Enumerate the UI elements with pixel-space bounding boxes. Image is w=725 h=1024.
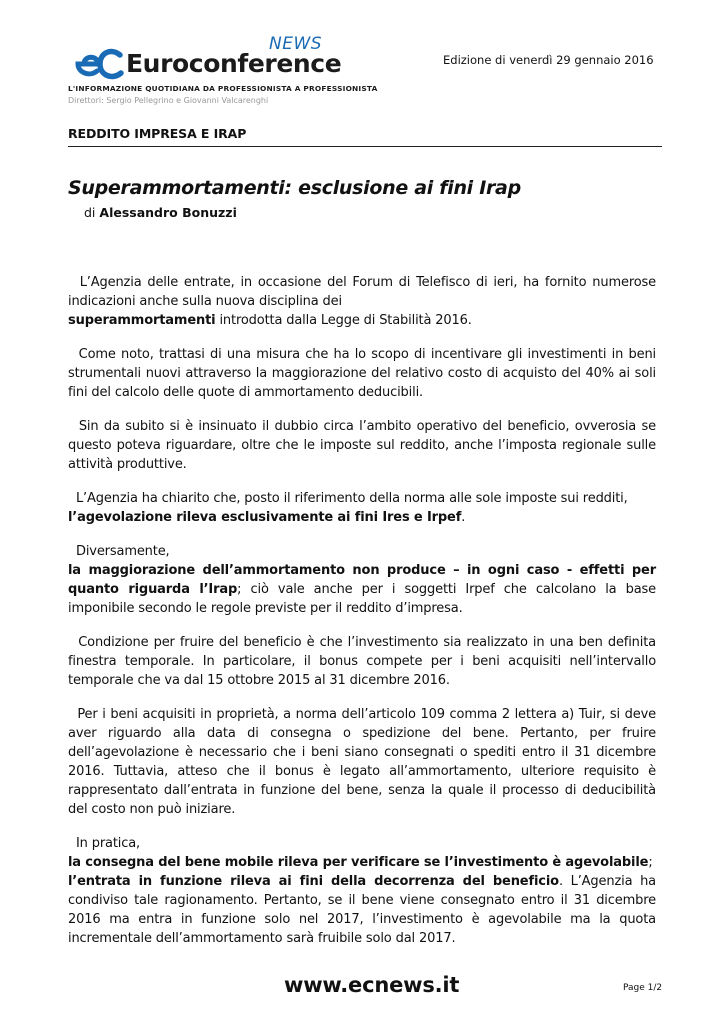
paragraph (68, 705, 656, 819)
edition-date: Edizione di venerdì 29 gennaio 2016 (443, 53, 654, 67)
paragraph (68, 834, 656, 948)
paragraph-text: Condizione per fruire del beneficio è che l’investimento sia realizzato in una ben definita finestra temporale. In particolare, il bonus compete per i beni acquisiti nell’intervallo temporale che va dal 15 ottobre 2015 al 31 dicembre 2016. (68, 635, 656, 688)
paragraph-bold-text: l’entrata in funzione rileva ai fini della decorrenza del beneficio (68, 874, 559, 889)
section-label: REDDITO IMPRESA E IRAP (68, 126, 247, 141)
byline-prefix: di (84, 205, 96, 220)
paragraph-bold-text: superammortamenti (68, 313, 216, 328)
paragraph-text: ; (648, 855, 653, 870)
byline (84, 205, 237, 220)
paragraph-text: L’Agenzia ha chiarito che, posto il riferimento della norma alle sole imposte sui redditi, (75, 491, 628, 506)
brand-name: Euroconference (126, 49, 342, 78)
directors-line: Direttori: Sergio Pellegrino e Giovanni Valcarenghi (68, 96, 269, 105)
paragraph-text: introdotta dalla Legge di Stabilità 2016. (215, 313, 472, 328)
page-number: Page 1/2 (623, 983, 663, 993)
paragraph-text: . L’Agenzia ha condiviso tale ragionamento. Pertanto, se il bene viene consegnato entro il 31 dicembre 2016 ma entra in funzione solo nel 2017, l’investimento è agevolabile ma la quota incrementale dell’ammortamento sarà fruibile solo dal 2017. (68, 874, 656, 946)
ec-logo-icon (68, 46, 124, 82)
paragraph-text: Per i beni acquisiti in proprietà, a norma dell’articolo 109 comma 2 lettera a) Tuir, si deve aver riguardo alla data di consegna o spedizione del bene. Pertanto, per fruire dell’agevolazione è necessario che i beni siano consegnati o spediti entro il 31 dicembre 2016. Tuttavia, atteso che il bonus è legato all’ammortamento, ulteriore requisito è rappresentato dall’entrata in funzione del bene, senza la quale il processo di deducibilità del costo non può iniziare. (68, 707, 656, 817)
paragraph (68, 633, 656, 690)
paragraph (68, 489, 656, 527)
paragraph-text: Come noto, trattasi di una misura che ha lo scopo di incentivare gli investimenti in beni strumentali nuovi attraverso la maggiorazione del relativo costo di acquisto del 40% ai soli fini del calcolo delle quote di ammortamento deducibili. (68, 347, 657, 400)
paragraph-text: L’Agenzia delle entrate, in occasione del Forum di Telefisco di ieri, ha fornito numerose indicazioni anche sulla nuova disciplina dei (68, 275, 657, 309)
paragraph-text: ; ciò vale anche per i soggetti Irpef che calcolano la base imponibile secondo le regole previste per il reddito d’impresa. (68, 582, 656, 616)
paragraph-text: . (461, 510, 466, 525)
article-body (68, 273, 656, 948)
paragraph (68, 273, 656, 330)
masthead (68, 34, 668, 114)
paragraph (68, 417, 656, 474)
footer-website: www.ecnews.it (284, 973, 460, 997)
paragraph-text: In pratica, (75, 836, 141, 851)
paragraph-text: Sin da subito si è insinuato il dubbio circa l’ambito operativo del beneficio, ovverosia se questo poteva riguardare, oltre che le imposte sul reddito, anche l’imposta regionale sulle attività produttive. (68, 419, 657, 472)
brand-suffix: NEWS (269, 34, 323, 54)
paragraph-bold-text: la consegna del bene mobile rileva per verificare se l’investimento è agevolabile (68, 855, 649, 870)
brand-tagline: L'INFORMAZIONE QUOTIDIANA DA PROFESSIONISTA A PROFESSIONISTA (68, 84, 378, 93)
paragraph-text: Diversamente, (75, 544, 170, 559)
section-header (68, 123, 662, 147)
paragraph (68, 345, 656, 402)
article-title: Superammortamenti: esclusione ai fini Irap (68, 177, 521, 199)
paragraph-bold-text: l’agevolazione rileva esclusivamente ai fini Ires e Irpef (68, 510, 462, 525)
paragraph-bold-text: la maggiorazione dell’ammortamento non produce – in ogni caso - effetti per quanto riguarda l’Irap (68, 563, 656, 597)
author-name: Alessandro Bonuzzi (99, 205, 237, 220)
paragraph (68, 542, 656, 618)
